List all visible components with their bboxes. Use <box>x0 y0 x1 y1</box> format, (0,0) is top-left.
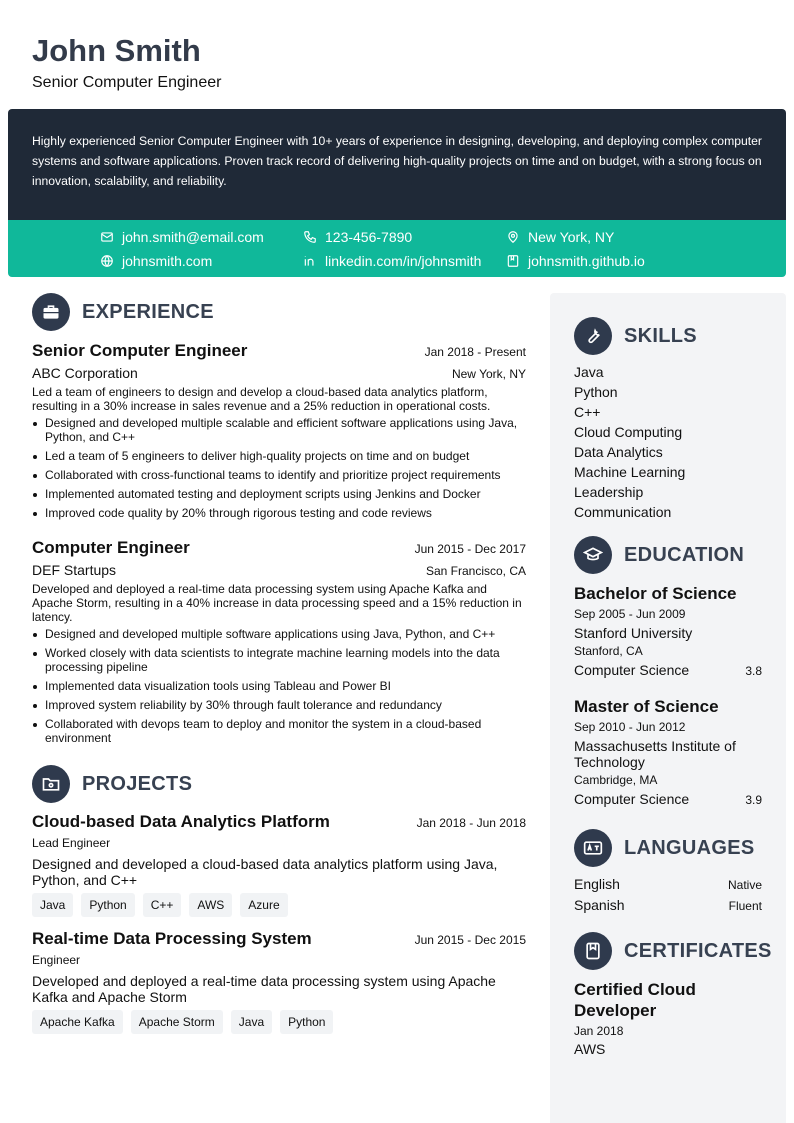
job-dates: Jan 2018 - Present <box>424 345 526 359</box>
skill-item: Leadership <box>574 484 644 500</box>
contact-website[interactable] <box>100 253 212 269</box>
language-level: Native <box>727 878 762 892</box>
phone-icon <box>303 230 317 244</box>
education-entry <box>574 584 762 678</box>
tag: Azure <box>240 893 287 917</box>
tag: Apache Storm <box>131 1010 223 1034</box>
edu-field: Computer Science <box>574 791 690 807</box>
edu-school: Stanford University <box>574 625 693 641</box>
edu-dates: Sep 2005 - Jun 2009 <box>574 607 686 621</box>
skill-item: C++ <box>574 404 601 420</box>
language-name: Spanish <box>574 897 625 913</box>
folder-icon <box>32 765 70 803</box>
linkedin-text: linkedin.com/in/johnsmith <box>325 253 482 269</box>
map-pin-icon <box>506 230 520 244</box>
projects-heading <box>32 765 192 803</box>
certificate-icon <box>574 932 612 970</box>
phone-text: 123-456-7890 <box>325 229 413 245</box>
tag: Java <box>231 1010 272 1034</box>
job-description: Developed and deployed a real-time data processing system using Apache Kafka and Apache Storm, resulting in a 40% increase in data processing speed and a 15% reduction in latency. <box>32 582 522 624</box>
linkedin-icon <box>303 254 317 268</box>
project-dates: Jun 2015 - Dec 2015 <box>414 933 526 947</box>
job-entry <box>32 538 526 750</box>
languages-heading <box>574 829 754 867</box>
globe-icon <box>100 254 114 268</box>
edu-dates: Sep 2010 - Jun 2012 <box>574 720 686 734</box>
contact-phone[interactable] <box>303 229 412 245</box>
certificates-title: CERTIFICATES <box>624 939 772 962</box>
education-heading <box>574 536 744 574</box>
job-title: Senior Computer Engineer <box>32 341 248 360</box>
experience-heading <box>32 293 214 331</box>
project-title: Cloud-based Data Analytics Platform <box>32 812 330 831</box>
experience-title: EXPERIENCE <box>82 300 214 323</box>
edu-location: Cambridge, MA <box>574 773 658 787</box>
contact-email[interactable] <box>100 229 264 245</box>
contact-location <box>506 229 614 245</box>
tag: C++ <box>143 893 182 917</box>
resume-header <box>32 32 221 92</box>
job-bullet: Led a team of 5 engineers to deliver high-quality projects on time and on budget <box>32 449 526 463</box>
project-title: Real-time Data Processing System <box>32 929 312 948</box>
job-bullet: Designed and developed multiple software applications using Java, Python, and C++ <box>32 627 526 641</box>
tag: Python <box>81 893 134 917</box>
certificates-heading <box>574 932 772 970</box>
job-bullet: Implemented automated testing and deployment scripts using Jenkins and Docker <box>32 487 526 501</box>
job-location: New York, NY <box>451 367 526 381</box>
project-description: Developed and deployed a real-time data processing system using Apache Kafka and Apache Storm <box>32 973 496 1005</box>
person-title: Senior Computer Engineer <box>32 74 222 91</box>
website-text: johnsmith.com <box>122 253 213 269</box>
job-bullets <box>32 416 526 520</box>
book-link-icon <box>506 254 520 268</box>
briefcase-icon <box>32 293 70 331</box>
contact-github[interactable] <box>506 253 645 269</box>
project-description: Designed and developed a cloud-based data analytics platform using Java, Python, and C++ <box>32 856 498 888</box>
skill-item: Java <box>574 364 604 380</box>
project-role: Engineer <box>32 953 81 967</box>
project-entry <box>32 929 526 1034</box>
job-bullet: Improved code quality by 20% through rigorous testing and code reviews <box>32 506 526 520</box>
skill-item: Data Analytics <box>574 444 663 460</box>
job-company: ABC Corporation <box>32 365 138 381</box>
location-text: New York, NY <box>528 229 615 245</box>
job-bullet: Designed and developed multiple scalable and efficient software applications using Java, Python, and C++ <box>32 416 526 444</box>
job-description: Led a team of engineers to design and develop a cloud-based data analytics platform, resulting in a 30% increase in sales revenue and a 25% reduction in operational costs. <box>32 385 491 413</box>
edu-degree: Bachelor of Science <box>574 584 737 603</box>
job-bullets <box>32 627 526 745</box>
education-title: EDUCATION <box>624 543 745 566</box>
language-item <box>574 895 762 916</box>
person-name: John Smith <box>32 33 201 68</box>
skills-list <box>574 362 762 522</box>
project-tags <box>32 893 526 917</box>
language-name: English <box>574 876 620 892</box>
certificate-name: Certified Cloud Developer <box>574 980 696 1020</box>
certificate-issuer: AWS <box>574 1041 606 1057</box>
job-dates: Jun 2015 - Dec 2017 <box>414 542 526 556</box>
tag: Python <box>280 1010 333 1034</box>
job-title: Computer Engineer <box>32 538 190 557</box>
job-company: DEF Startups <box>32 562 117 578</box>
email-text: john.smith@email.com <box>122 229 264 245</box>
languages-title: LANGUAGES <box>624 836 755 859</box>
mail-icon <box>100 230 114 244</box>
skill-item: Python <box>574 384 618 400</box>
edu-gpa: 3.9 <box>745 793 762 807</box>
languages-list <box>574 874 762 916</box>
edu-gpa: 3.8 <box>745 664 762 678</box>
projects-title: PROJECTS <box>82 772 193 795</box>
job-location: San Francisco, CA <box>425 564 526 578</box>
edu-field: Computer Science <box>574 662 690 678</box>
education-entry <box>574 697 762 807</box>
job-bullet: Collaborated with cross-functional teams to identify and prioritize project requirements <box>32 468 526 482</box>
language-item <box>574 874 762 895</box>
job-bullet: Worked closely with data scientists to integrate machine learning models into the data processing pipeline <box>32 646 526 674</box>
skill-item: Communication <box>574 504 672 520</box>
job-entry <box>32 341 526 525</box>
project-dates: Jan 2018 - Jun 2018 <box>416 816 526 830</box>
job-bullet: Improved system reliability by 30% through fault tolerance and redundancy <box>32 698 526 712</box>
job-bullet: Implemented data visualization tools using Tableau and Power BI <box>32 679 526 693</box>
tag: AWS <box>189 893 232 917</box>
tag: Apache Kafka <box>32 1010 123 1034</box>
summary-block: Highly experienced Senior Computer Engineer with 10+ years of experience in designing, developing, and deploying complex computer systems and software applications. Proven track record of delivering high-quality projects on time and on budget, with a strong focus on innovation, scalability, and reliability. <box>8 109 786 220</box>
skills-heading <box>574 317 697 355</box>
wrench-icon <box>574 317 612 355</box>
translate-icon <box>574 829 612 867</box>
edu-location: Stanford, CA <box>574 644 643 658</box>
certificate-date: Jan 2018 <box>574 1024 624 1038</box>
job-bullet: Collaborated with devops team to deploy and monitor the system in a cloud-based environment <box>32 717 526 745</box>
language-level: Fluent <box>728 899 762 913</box>
skills-title: SKILLS <box>624 324 697 347</box>
project-entry <box>32 812 526 917</box>
graduation-cap-icon <box>574 536 612 574</box>
project-tags <box>32 1010 526 1034</box>
edu-school: Massachusetts Institute of Technology <box>574 738 736 770</box>
edu-degree: Master of Science <box>574 697 719 716</box>
skill-item: Cloud Computing <box>574 424 683 440</box>
project-role: Lead Engineer <box>32 836 111 850</box>
contact-bar <box>8 220 786 277</box>
skill-item: Machine Learning <box>574 464 686 480</box>
github-text: johnsmith.github.io <box>528 253 645 269</box>
contact-linkedin[interactable] <box>303 253 481 269</box>
certificate-entry <box>574 979 762 1057</box>
tag: Java <box>32 893 73 917</box>
